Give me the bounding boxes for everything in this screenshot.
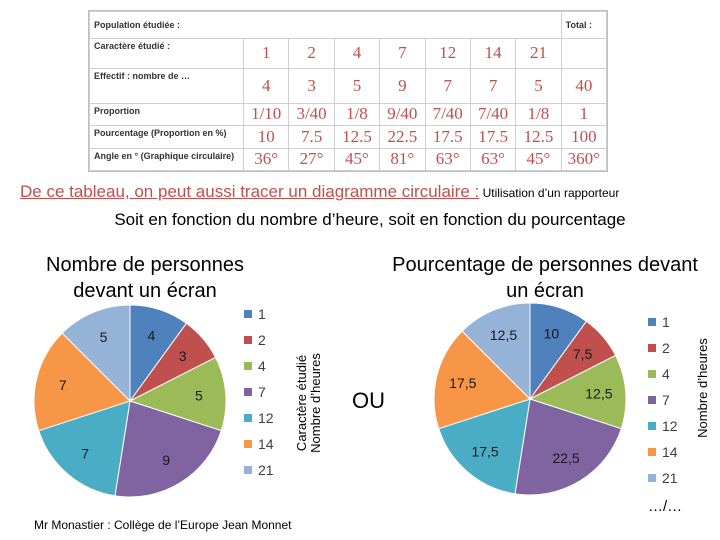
left-pie-data-label: 4	[147, 327, 156, 344]
left-axis-label-line2: Nombre d’heures	[308, 353, 323, 453]
table-cell: 4	[244, 69, 289, 104]
left-axis-label-line1: Caractère étudié	[294, 354, 309, 452]
right-chart-axis-label	[696, 318, 712, 458]
table-cell: 1/8	[334, 103, 379, 125]
table-cell: 7	[470, 69, 515, 104]
table-cell: 63°	[470, 148, 515, 170]
left-pie-data-label: 7	[58, 376, 67, 393]
table-cell: 36°	[244, 148, 289, 170]
table-row-label: Pourcentage (Proportion en %)	[90, 126, 244, 148]
right-legend-label: 1	[662, 314, 670, 330]
left-legend-label: 2	[258, 332, 266, 348]
table-cell: 1/10	[244, 103, 289, 125]
left-pie-data-label: 5	[195, 387, 203, 404]
table-cell: 7/40	[425, 103, 470, 125]
table-cell: 17.5	[425, 126, 470, 148]
table-cell: 1/8	[516, 103, 561, 125]
table-cell: 40	[561, 69, 606, 104]
table-cell: 63°	[425, 148, 470, 170]
right-legend-swatch	[648, 344, 656, 352]
table-cell: 1	[244, 38, 289, 69]
right-axis-label-line1: Nombre d’heures	[695, 338, 710, 438]
right-pie-data-label: 10	[543, 325, 560, 342]
left-legend-swatch	[244, 336, 252, 344]
left-pie-data-label: 3	[178, 348, 187, 365]
or-separator: OU	[352, 388, 385, 413]
right-pie-data-label: 22,5	[552, 449, 580, 466]
table-cell: 3/40	[289, 103, 334, 125]
left-legend-label: 7	[258, 384, 266, 400]
right-pie-data-label: 17,5	[449, 374, 477, 391]
right-legend-swatch	[648, 318, 656, 326]
right-legend-label: 4	[662, 366, 670, 382]
table-cell: 81°	[380, 148, 425, 170]
right-legend-swatch	[648, 396, 656, 404]
right-legend-label: 7	[662, 392, 670, 408]
table-row-label: Angle en ° (Graphique circulaire)	[90, 148, 244, 170]
table-cell: 22.5	[380, 126, 425, 148]
left-legend-swatch	[244, 362, 252, 370]
table-cell: 10	[244, 126, 289, 148]
table-cell: 5	[334, 69, 379, 104]
right-legend-swatch	[648, 370, 656, 378]
table-cell: 3	[289, 69, 334, 104]
left-legend-swatch	[244, 414, 252, 422]
right-legend-swatch	[648, 474, 656, 482]
left-legend-label: 21	[258, 462, 274, 478]
right-legend-label: 2	[662, 340, 670, 356]
left-chart-title: Nombre de personnes devant un écran	[46, 254, 244, 302]
table-cell: 12.5	[334, 126, 379, 148]
right-legend-swatch	[648, 448, 656, 456]
table-cell: 7	[380, 38, 425, 69]
left-pie-data-label: 9	[162, 451, 170, 468]
left-legend-swatch	[244, 466, 252, 474]
table-cell: 100	[561, 126, 606, 148]
table-cell: 12	[425, 38, 470, 69]
table-cell: 1	[561, 103, 606, 125]
right-pie-data-label: 12,5	[489, 327, 518, 344]
table-cell: 5	[516, 69, 561, 104]
table-cell: 4	[334, 38, 379, 69]
table-row-label: Effectif : nombre de …	[90, 69, 244, 104]
continuation-dots: …/…	[648, 498, 683, 515]
table-cell: 7/40	[470, 103, 515, 125]
right-chart-title: Pourcentage de personnes devant un écran	[392, 254, 698, 302]
right-pie-data-label: 7,5	[572, 346, 593, 363]
table-row-label: Caractère étudié :	[90, 38, 244, 69]
right-legend-swatch	[648, 422, 656, 430]
table-cell: 21	[516, 38, 561, 69]
left-pie-data-label: 7	[81, 445, 89, 462]
table-cell: 27°	[289, 148, 334, 170]
footer-credit: Mr Monastier : Collège de l’Europe Jean Monnet	[34, 518, 292, 532]
left-chart-axis-label	[295, 323, 325, 483]
left-legend-label: 14	[258, 436, 274, 452]
table-cell: 9/40	[380, 103, 425, 125]
table-cell: 2	[289, 38, 334, 69]
intro-note-text: Utilisation d’un rapporteur	[479, 186, 620, 200]
right-legend-label: 12	[662, 418, 678, 434]
table-cell: 17.5	[470, 126, 515, 148]
table-cell: 9	[380, 69, 425, 104]
table-row-label: Proportion	[90, 103, 244, 125]
left-legend-swatch	[244, 440, 252, 448]
right-legend-label: 14	[662, 444, 678, 460]
intro-subtext: Soit en fonction du nombre d’heure, soit en fonction du pourcentage	[114, 210, 626, 229]
table-cell: 7	[425, 69, 470, 104]
right-pie-data-label: 12,5	[585, 385, 613, 402]
left-legend-label: 4	[258, 358, 266, 374]
table-cell: 12.5	[516, 126, 561, 148]
left-legend-swatch	[244, 388, 252, 396]
table-cell: 45°	[516, 148, 561, 170]
table-cell: 7.5	[289, 126, 334, 148]
table-cell: 45°	[334, 148, 379, 170]
right-pie-data-label: 17,5	[471, 443, 499, 460]
right-legend-label: 21	[662, 470, 678, 486]
table-header-label: Population étudiée :	[90, 12, 562, 39]
table-total-label: Total :	[561, 12, 606, 39]
left-pie-data-label: 5	[99, 329, 108, 346]
table-cell: 360°	[561, 148, 606, 170]
left-legend-swatch	[244, 310, 252, 318]
left-legend-label: 1	[258, 306, 266, 322]
table-cell: 14	[470, 38, 515, 69]
intro-main-text: De ce tableau, on peut aussi tracer un diagramme circulaire :	[20, 182, 480, 201]
left-legend-label: 12	[258, 410, 274, 426]
